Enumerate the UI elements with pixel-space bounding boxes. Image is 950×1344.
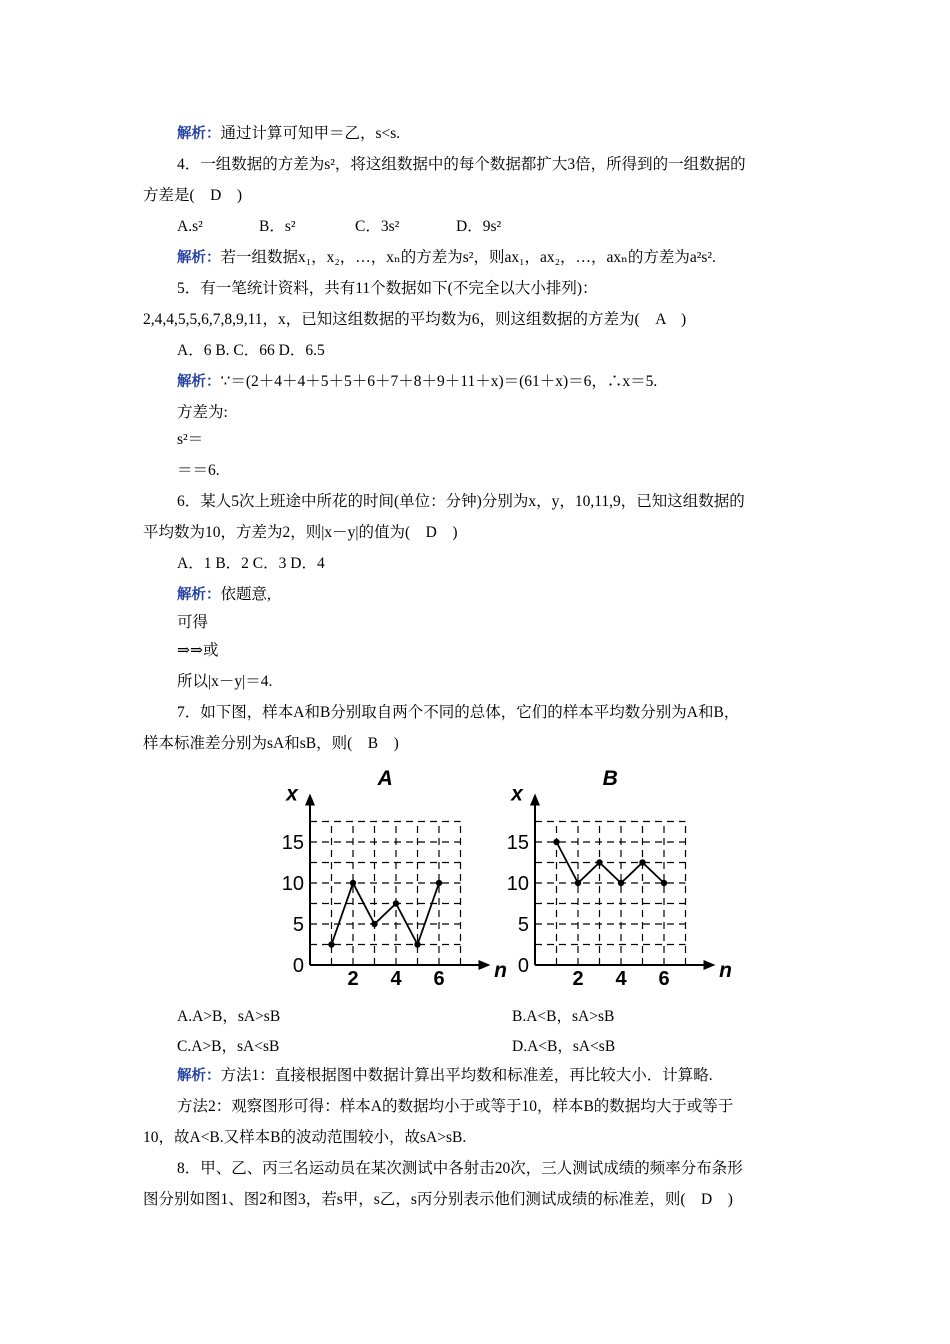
y-tick-label: 5 (292, 914, 304, 936)
question-5-options: A．6 B. C．66 D．6.5 (177, 342, 325, 359)
y-tick-label: 15 (506, 832, 529, 854)
data-point (328, 941, 334, 947)
question-8-line1: 8．甲、乙、丙三名运动员在某次测试中各射击20次，三人测试成绩的频率分布条形 (177, 1160, 743, 1177)
chart-title: A (377, 767, 393, 790)
y-tick-label: 10 (506, 873, 529, 895)
question-4-line1: 4．一组数据的方差为s²，将这组数据中的每个数据都扩大3倍，所得到的一组数据的 (177, 156, 746, 173)
analysis-step: 可得 (177, 614, 209, 631)
x-tick-label: 2 (572, 968, 584, 990)
question-7-line2: 样本标准差分别为sA和sB，则( B ) (143, 735, 399, 752)
analysis-method-2: 方法2：观察图形可得：样本A的数据均小于或等于10，样本B的数据均大于或等于 (177, 1098, 734, 1115)
question-6-options: A．1 B．2 C．3 D．4 (177, 555, 325, 572)
option-b: B．s² (259, 218, 296, 235)
data-point (414, 941, 420, 947)
analysis-step: ⇒⇒或 (177, 642, 219, 659)
question-6-line2: 平均数为10，方差为2，则|x－y|的值为( D ) (143, 524, 458, 541)
data-point (596, 859, 602, 865)
y-axis-label: x (286, 782, 298, 806)
data-point (436, 880, 442, 886)
y-tick-label: 10 (281, 873, 304, 895)
option-c: C．3s² (355, 218, 400, 235)
analysis-line (177, 585, 271, 605)
data-point (661, 880, 667, 886)
chart-title: B (602, 767, 618, 790)
analysis-label: 解析： (177, 374, 221, 390)
data-point (350, 880, 356, 886)
question-4-options (177, 217, 501, 237)
analysis-method-2-cont: 10，故A<B.又样本B的波动范围较小，故sA>sB. (143, 1129, 467, 1146)
x-tick-label: 4 (615, 968, 627, 990)
x-tick-label: 2 (347, 968, 359, 990)
x-tick-label: 4 (390, 968, 402, 990)
x-axis-label: n (719, 959, 732, 982)
question-7-option-c: C.A>B，sA<sB (177, 1038, 280, 1055)
data-point (618, 880, 624, 886)
question-7-line1: 7．如下图，样本A和B分别取自两个不同的总体，它们的样本平均数分别为A和B， (177, 704, 740, 721)
y-axis-arrow (530, 794, 540, 806)
x-axis-label: n (494, 959, 507, 982)
analysis-line (177, 372, 657, 392)
chart-sample-a (270, 765, 507, 995)
data-point (639, 859, 645, 865)
analysis-label: 解析： (177, 250, 221, 266)
data-point (371, 921, 377, 927)
analysis-line (177, 124, 400, 144)
question-5-line2: 2,4,4,5,5,6,7,8,9,11，x，已知这组数据的平均数为6，则这组数据的方差为( A ) (143, 311, 687, 328)
question-8-line2: 图分别如图1、图2和图3，若s甲，s乙，s丙分别表示他们测试成绩的标准差，则( D ) (143, 1191, 733, 1208)
y-axis-label: x (511, 782, 523, 806)
chart-sample-b (495, 765, 732, 995)
variance-formula: s²＝ (177, 431, 204, 448)
y-tick-label: 0 (517, 955, 529, 977)
variance-result: ＝＝6. (177, 462, 220, 479)
x-axis-arrow (479, 960, 491, 970)
analysis-text: 通过计算可知甲＝乙，s<s. (220, 125, 401, 142)
y-tick-label: 15 (281, 832, 304, 854)
analysis-label: 解析： (177, 126, 221, 142)
analysis-conclusion: 所以|x－y|＝4. (177, 673, 273, 690)
analysis-line (177, 248, 716, 268)
analysis-line (177, 1066, 713, 1086)
analysis-text: 依题意, (220, 586, 271, 603)
y-axis-arrow (305, 794, 315, 806)
x-axis-arrow (704, 960, 716, 970)
option-d: D．9s² (456, 218, 502, 235)
y-tick-label: 5 (517, 914, 529, 936)
data-point (393, 900, 399, 906)
analysis-text: 方法1：直接根据图中数据计算出平均数和标准差，再比较大小．计算略. (220, 1067, 713, 1084)
option-a: A.s² (177, 218, 203, 235)
data-line (332, 883, 440, 945)
analysis-label: 解析： (177, 587, 221, 603)
variance-label: 方差为: (177, 404, 228, 421)
analysis-label: 解析： (177, 1068, 221, 1084)
data-point (575, 880, 581, 886)
analysis-text: 若一组数据x₁，x₂，…，xₙ的方差为s²，则ax₁，ax₂，…，axₙ的方差为a²s². (220, 249, 716, 266)
question-7-option-d: D.A<B，sA<sB (512, 1038, 616, 1055)
y-tick-label: 0 (292, 955, 304, 977)
question-4-line2: 方差是( D ) (143, 187, 243, 204)
question-5-line1: 5．有一笔统计资料，共有11个数据如下(不完全以大小排列)： (177, 280, 598, 297)
question-7-option-a: A.A>B，sA>sB (177, 1008, 281, 1025)
data-point (553, 839, 559, 845)
question-7-option-b: B.A<B，sA>sB (512, 1008, 615, 1025)
question-6-line1: 6．某人5次上班途中所花的时间(单位：分钟)分别为x，y，10,11,9，已知这组数据的 (177, 493, 745, 510)
analysis-text: ∵＝(2＋4＋4＋5＋5＋6＋7＋8＋9＋11＋x)＝(61＋x)＝6，∴x＝5. (220, 373, 658, 390)
x-tick-label: 6 (433, 968, 445, 990)
x-tick-label: 6 (658, 968, 670, 990)
